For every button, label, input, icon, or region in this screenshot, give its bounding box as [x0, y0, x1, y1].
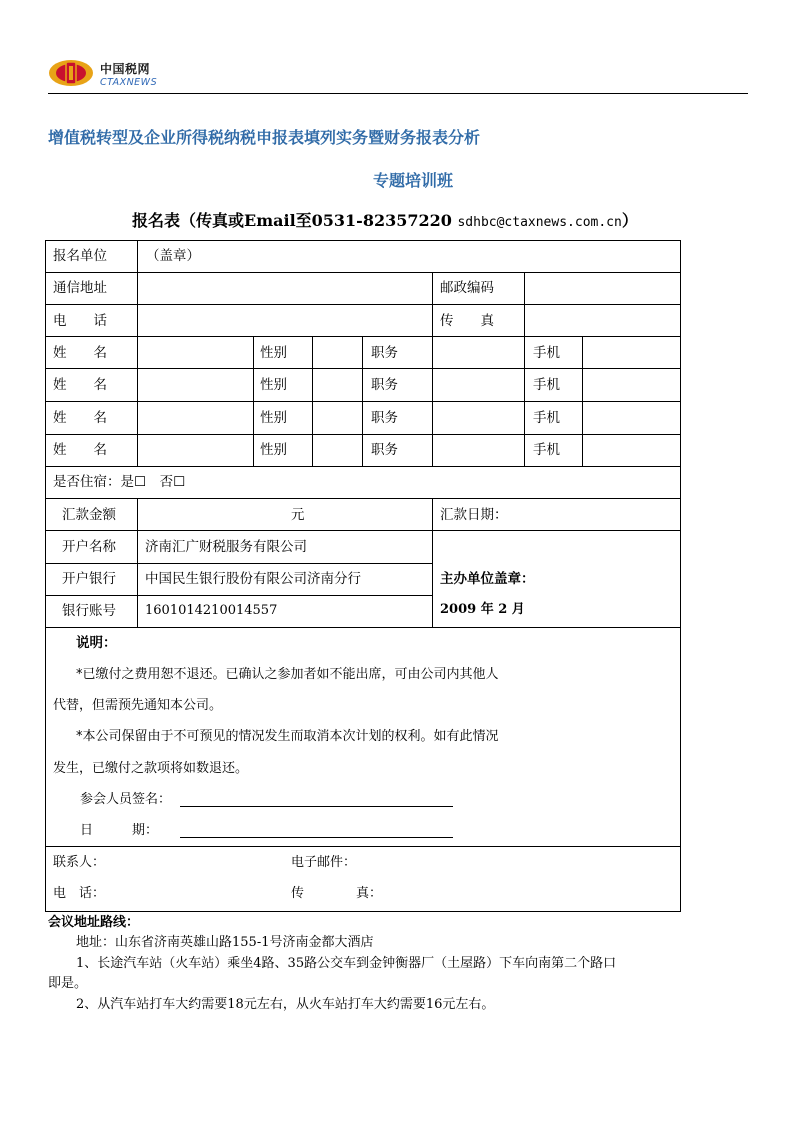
table-rule	[137, 240, 138, 466]
table-rule	[45, 240, 46, 911]
participant-position-label: 职务	[371, 377, 398, 393]
notes-line: 代替，但需预先通知本公司。	[53, 698, 223, 713]
form-title-prefix: 报名表（传真或Email至0531-82357220	[132, 211, 458, 230]
table-rule	[45, 846, 681, 847]
fax-label: 传 真	[440, 313, 494, 329]
table-rule	[45, 911, 681, 912]
table-rule	[45, 240, 681, 241]
participant-position-label: 职务	[371, 410, 398, 426]
remit-date-label: 汇款日期：	[440, 507, 508, 523]
participant-name-label: 姓 名	[53, 410, 107, 426]
table-rule	[45, 498, 681, 499]
logo-text-en: CTAXNEWS	[100, 77, 158, 88]
form-title-email: sdhbc@ctaxnews.com.cn	[457, 215, 622, 230]
table-rule	[432, 336, 433, 466]
sign-date-field[interactable]	[180, 837, 453, 838]
table-rule	[45, 563, 432, 564]
account-number-label: 银行账号	[62, 603, 116, 619]
header-divider	[48, 93, 748, 94]
table-rule	[432, 272, 433, 336]
route-line: 1、长途汽车站（火车站）乘坐4路、35路公交车到金钟衡器厂（土屋路）下车向南第二个路口	[76, 956, 617, 971]
participant-mobile-label: 手机	[533, 410, 560, 426]
route-line: 即是。	[48, 976, 88, 991]
participant-mobile-label: 手机	[533, 377, 560, 393]
unit-seal-field[interactable]: （盖章）	[146, 248, 200, 264]
amount-unit: 元	[291, 507, 305, 523]
table-rule	[137, 498, 138, 627]
table-rule	[582, 336, 583, 466]
address-label: 通信地址	[53, 280, 107, 296]
form-title-suffix: ）	[621, 211, 638, 230]
notes-line: *已缴付之费用恕不退还。已确认之参加者如不能出席，可由公司内其他人	[76, 667, 499, 682]
organizer-date: 2009 年 2 月	[440, 602, 525, 617]
lodging-checkboxes[interactable]: 是否住宿：是☐ 否☐	[53, 474, 186, 490]
table-rule	[45, 530, 681, 531]
participant-gender-label: 性别	[260, 442, 287, 458]
page-title: 增值税转型及企业所得税纳税申报表填列实务暨财务报表分析	[48, 128, 481, 147]
participant-gender-label: 性别	[260, 377, 287, 393]
signature-label: 参会人员签名：	[80, 792, 172, 807]
notes-line: *本公司保留由于不可预见的情况发生而取消本次计划的权利。如有此情况	[76, 729, 499, 744]
notes-heading: 说明：	[76, 635, 117, 651]
table-rule	[524, 272, 525, 336]
table-rule	[45, 434, 681, 435]
contact-person-label: 联系人：	[53, 855, 106, 870]
table-rule	[45, 595, 432, 596]
account-name-label: 开户名称	[62, 539, 116, 555]
bank-label: 开户银行	[62, 571, 116, 587]
contact-fax-label: 传 真：	[291, 886, 383, 901]
notes-line: 发生，已缴付之款项将如数退还。	[53, 761, 249, 776]
table-rule	[45, 336, 681, 337]
table-rule	[680, 240, 681, 911]
participant-position-label: 职务	[371, 345, 398, 361]
bank-value: 中国民生银行股份有限公司济南分行	[145, 571, 361, 587]
page-subtitle: 专题培训班	[373, 171, 454, 190]
organizer-seal-label: 主办单位盖章：	[440, 571, 535, 587]
table-rule	[312, 336, 313, 466]
sign-date-label: 日 期：	[80, 823, 159, 838]
form-title	[132, 208, 638, 231]
route-line: 2、从汽车站打车大约需要18元左右，从火车站打车大约需要16元左右。	[76, 997, 495, 1012]
route-heading: 会议地址路线：	[48, 915, 140, 930]
unit-label: 报名单位	[53, 248, 107, 264]
table-rule	[253, 336, 254, 466]
signature-field[interactable]	[180, 806, 453, 807]
postcode-label: 邮政编码	[440, 280, 494, 296]
route-address: 地址：山东省济南英雄山路155-1号济南金都大酒店	[76, 935, 374, 950]
contact-email-label: 电子邮件：	[291, 855, 357, 870]
participant-mobile-label: 手机	[533, 345, 560, 361]
logo-text-cn: 中国税网	[100, 62, 151, 76]
participant-name-label: 姓 名	[53, 345, 107, 361]
table-rule	[45, 368, 681, 369]
table-rule	[45, 466, 681, 467]
table-rule	[45, 401, 681, 402]
table-rule	[45, 304, 681, 305]
table-rule	[524, 336, 525, 466]
account-number-value: 1601014210014557	[145, 603, 278, 618]
account-name-value: 济南汇广财税服务有限公司	[145, 539, 307, 555]
contact-phone-label: 电 话：	[53, 886, 106, 901]
participant-name-label: 姓 名	[53, 442, 107, 458]
participant-mobile-label: 手机	[533, 442, 560, 458]
phone-label: 电 话	[53, 313, 107, 329]
amount-label: 汇款金额	[62, 507, 116, 523]
ctaxnews-logo-icon	[48, 58, 94, 88]
participant-gender-label: 性别	[260, 410, 287, 426]
table-rule	[45, 272, 681, 273]
participant-position-label: 职务	[371, 442, 398, 458]
table-rule	[362, 336, 363, 466]
table-rule	[432, 498, 433, 627]
participant-name-label: 姓 名	[53, 377, 107, 393]
table-rule	[45, 627, 681, 628]
participant-gender-label: 性别	[260, 345, 287, 361]
